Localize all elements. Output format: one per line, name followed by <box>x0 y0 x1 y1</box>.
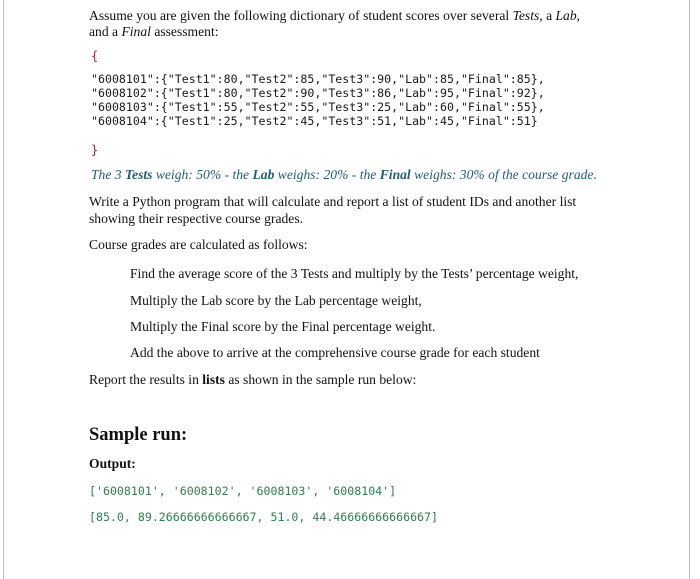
output-ids-line: ['6008101', '6008102', '6008103', '6008104'] <box>89 484 397 498</box>
calc-step: Add the above to arrive at the comprehensive course grade for each student <box>130 345 540 360</box>
dict-row: "6008103":{"Test1":55,"Test2":55,"Test3":25,"Lab":60,"Final":55}, <box>91 100 545 114</box>
dict-row: "6008101":{"Test1":80,"Test2":85,"Test3":90,"Lab":85,"Final":85}, <box>91 72 545 86</box>
task-line-2: showing their respective course grades. <box>89 211 304 226</box>
calc-step: Find the average score of the 3 Tests and multiply by the Tests’ percentage weight, <box>130 266 579 281</box>
dict-row: "6008102":{"Test1":80,"Test2":90,"Test3":86,"Lab":95,"Final":92}, <box>91 86 545 100</box>
dict-row: "6008104":{"Test1":25,"Test2":45,"Test3":51,"Lab":45,"Final":51} <box>91 114 538 128</box>
calc-step: Multiply the Final score by the Final percentage weight. <box>130 319 436 334</box>
calc-intro: Course grades are calculated as follows: <box>89 237 308 252</box>
weights-note: The 3 Tests weigh: 50% - the Lab weighs: 20% - the Final weighs: 30% of the course grade. <box>91 167 597 182</box>
output-label: Output: <box>89 456 136 471</box>
sample-run-heading: Sample run: <box>89 425 188 445</box>
intro-line-2: and a Final assessment: <box>89 24 219 39</box>
dict-open-brace: { <box>91 49 99 63</box>
calc-step: Multiply the Lab score by the Lab percentage weight, <box>130 293 422 308</box>
report-line: Report the results in lists as shown in the sample run below: <box>89 372 417 387</box>
output-grades-line: [85.0, 89.26666666666667, 51.0, 44.46666666666667] <box>89 510 439 524</box>
intro-line-1: Assume you are given the following dictionary of student scores over several Tests, a Lab, <box>89 8 581 23</box>
task-line-1: Write a Python program that will calculate and report a list of student IDs and another list <box>89 194 577 209</box>
dict-close-brace: } <box>91 143 99 157</box>
